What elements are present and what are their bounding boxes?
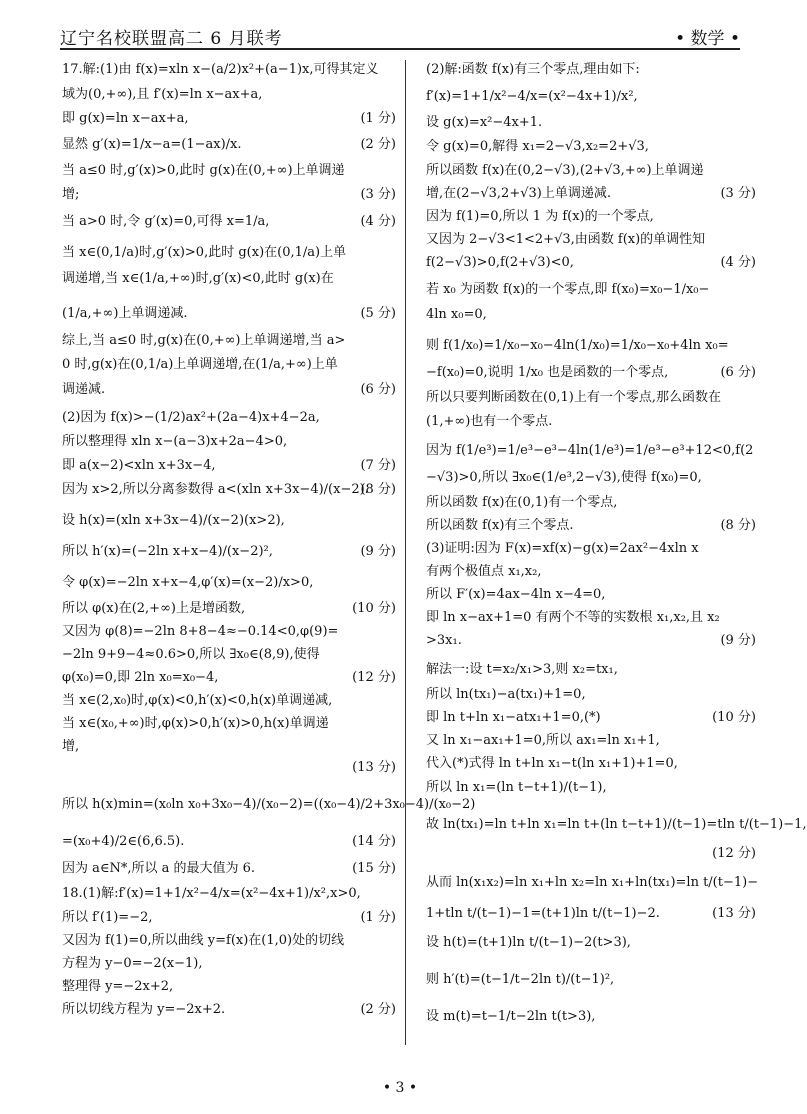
- page-number: • 3 •: [382, 1080, 418, 1096]
- solution-text: 因为 f(1)=0,所以 1 为 f(x)的一个零点,: [426, 209, 654, 224]
- solution-line: [426, 518, 756, 533]
- score-marker: (3 分): [720, 186, 756, 201]
- solution-line: [426, 62, 756, 77]
- solution-text: 即 ln t+ln x₁−atx₁+1=0,(*): [426, 710, 601, 725]
- solution-line: [62, 716, 396, 731]
- solution-line: [426, 443, 756, 458]
- solution-line: [426, 307, 756, 322]
- solution-text: 0 时,g(x)在(0,1/a)上单调递增,在(1/a,+∞)上单: [62, 357, 338, 372]
- solution-text: 所以 φ(x)在(2,+∞)上是增函数,: [62, 601, 246, 616]
- solution-text: 又因为 f(1)=0,所以曲线 y=f(x)在(1,0)处的切线: [62, 933, 345, 948]
- solution-line: [426, 209, 756, 224]
- solution-text: 所以 f′(1)=−2,: [62, 910, 153, 925]
- score-marker: (1 分): [360, 111, 396, 126]
- solution-line: [62, 886, 396, 901]
- page-header: [60, 12, 740, 50]
- solution-line: [426, 139, 756, 154]
- solution-text: 17.解:(1)由 f(x)=xln x−(a/2)x²+(a−1)x,可得其定义: [62, 62, 379, 77]
- score-marker: (1 分): [360, 910, 396, 925]
- solution-line: [62, 333, 396, 348]
- solution-line: [62, 245, 396, 260]
- solution-text: 又因为 2−√3<1<2+√3,由函数 f(x)的单调性知: [426, 232, 706, 247]
- solution-line: [426, 756, 756, 771]
- solution-text: 设 h(t)=(t+1)ln t/(t−1)−2(t>3),: [426, 935, 631, 950]
- solution-text: f(2−√3)>0,f(2+√3)<0,: [426, 255, 574, 270]
- solution-line: [62, 187, 396, 202]
- score-marker: (8 分): [720, 518, 756, 533]
- solution-line: [426, 733, 756, 748]
- solution-text: 令 φ(x)=−2ln x+x−4,φ′(x)=(x−2)/x>0,: [62, 575, 314, 590]
- solution-text: 若 x₀ 为函数 f(x)的一个零点,即 f(x₀)=x₀−1/x₀−: [426, 282, 710, 297]
- solution-line: [62, 513, 396, 528]
- solution-text: >3x₁.: [426, 633, 462, 648]
- solution-line: [426, 972, 756, 987]
- column-divider: [405, 60, 406, 1045]
- solution-line: [426, 935, 756, 950]
- solution-line: [426, 470, 756, 485]
- solution-line: [62, 1002, 396, 1017]
- solution-line: [62, 624, 396, 639]
- score-marker: (2 分): [360, 137, 396, 152]
- solution-line: [62, 306, 396, 321]
- solution-text: 增,: [62, 739, 80, 754]
- solution-text: 4ln x₀=0,: [426, 307, 487, 322]
- solution-line: [62, 647, 396, 662]
- solution-text: (2)因为 f(x)>−(1/2)ax²+(2a−4)x+4−2a,: [62, 410, 320, 425]
- right-column: [426, 62, 807, 1024]
- solution-text: 所以只要判断函数在(0,1)上有一个零点,那么函数在: [426, 390, 721, 405]
- solution-line: [426, 365, 756, 380]
- solution-line: [62, 544, 396, 559]
- score-marker: (9 分): [720, 633, 756, 648]
- solution-line: [426, 338, 756, 353]
- solution-text: 所以 h(x)min=(x₀ln x₀+3x₀−4)/(x₀−2)=((x₀−4)/2+3x₀−4)/(x₀−2): [62, 797, 476, 812]
- solution-line: [426, 687, 756, 702]
- solution-text: 域为(0,+∞),且 f′(x)=ln x−ax+a,: [62, 87, 263, 102]
- solution-text: 18.(1)解:f′(x)=1+1/x²−4/x=(x²−4x+1)/x²,x>0,: [62, 886, 361, 901]
- solution-line: [62, 979, 396, 994]
- solution-line: [426, 89, 756, 104]
- solution-line: [62, 410, 396, 425]
- solution-text: 所以函数 f(x)在(0,2−√3),(2+√3,+∞)上单调递: [426, 163, 704, 178]
- solution-line: [62, 739, 396, 754]
- solution-line: [426, 587, 756, 602]
- score-marker: (3 分): [360, 187, 396, 202]
- solution-line: [426, 414, 756, 429]
- score-marker: (14 分): [352, 834, 396, 849]
- score-marker: (8 分): [360, 482, 396, 497]
- score-marker: (10 分): [352, 601, 396, 616]
- solution-line: [62, 357, 396, 372]
- solution-text: −f(x₀)=0,说明 1/x₀ 也是函数的一个零点,: [426, 365, 669, 380]
- solution-text: 设 g(x)=x²−4x+1.: [426, 115, 543, 130]
- solution-text: −√3)>0,所以 ∃x₀∈(1/e³,2−√3),使得 f(x₀)=0,: [426, 470, 702, 485]
- solution-line: [62, 271, 396, 286]
- solution-text: 综上,当 a≤0 时,g(x)在(0,+∞)上单调递增,当 a>: [62, 333, 346, 348]
- score-marker: (13 分): [712, 906, 756, 921]
- solution-line: [426, 163, 756, 178]
- solution-text: 即 g(x)=ln x−ax+a,: [62, 111, 189, 126]
- solution-text: 方程为 y−0=−2(x−1),: [62, 956, 203, 971]
- solution-line: [426, 115, 756, 130]
- solution-line: [62, 693, 396, 708]
- solution-line: [426, 817, 807, 832]
- solution-text: 增,在(2−√3,2+√3)上单调递减.: [426, 186, 611, 201]
- solution-line: [62, 62, 396, 77]
- score-marker: (12 分): [712, 846, 756, 861]
- solution-text: 增;: [62, 187, 80, 202]
- solution-line: [62, 760, 396, 775]
- solution-line: [426, 186, 756, 201]
- solution-text: (1/a,+∞)上单调递减.: [62, 306, 188, 321]
- solution-text: 有两个极值点 x₁,x₂,: [426, 564, 542, 579]
- solution-text: φ(x₀)=0,即 2ln x₀=x₀−4,: [62, 670, 219, 685]
- solution-line: [426, 282, 756, 297]
- solution-line: [426, 780, 756, 795]
- solution-text: 当 x∈(x₀,+∞)时,φ(x)>0,h′(x)>0,h(x)单调递: [62, 716, 329, 731]
- solution-text: f′(x)=1+1/x²−4/x=(x²−4x+1)/x²,: [426, 89, 638, 104]
- solution-line: [426, 906, 756, 921]
- score-marker: (6 分): [360, 382, 396, 397]
- solution-text: 因为 a∈N*,所以 a 的最大值为 6.: [62, 861, 256, 876]
- solution-line: [62, 458, 396, 473]
- score-marker: (4 分): [720, 255, 756, 270]
- solution-text: 当 x∈(0,1/a)时,g′(x)>0,此时 g(x)在(0,1/a)上单: [62, 245, 347, 260]
- solution-text: 调递减.: [62, 382, 106, 397]
- solution-line: [426, 633, 756, 648]
- solution-text: 代入(*)式得 ln t+ln x₁−t(ln x₁+1)+1=0,: [426, 756, 678, 771]
- solution-line: [426, 662, 756, 677]
- solution-text: 所以函数 f(x)在(0,1)有一个零点,: [426, 495, 618, 510]
- solution-line: [426, 390, 756, 405]
- solution-text: 则 f(1/x₀)=1/x₀−x₀−4ln(1/x₀)=1/x₀−x₀+4ln x₀=: [426, 338, 729, 353]
- solution-line: [62, 575, 396, 590]
- score-marker: (15 分): [352, 861, 396, 876]
- solution-text: 当 a>0 时,令 g′(x)=0,可得 x=1/a,: [62, 214, 270, 229]
- solution-text: 1+tln t/(t−1)−1=(t+1)ln t/(t−1)−2.: [426, 906, 660, 921]
- solution-text: (3)证明:因为 F(x)=xf(x)−g(x)=2ax²−4xln x: [426, 541, 699, 556]
- solution-text: 当 a≤0 时,g′(x)>0,此时 g(x)在(0,+∞)上单调递: [62, 163, 345, 178]
- solution-line: [426, 1009, 756, 1024]
- solution-text: 设 h(x)=(xln x+3x−4)/(x−2)(x>2),: [62, 513, 285, 528]
- solution-line: [426, 610, 756, 625]
- solution-text: 即 ln x−ax+1=0 有两个不等的实数根 x₁,x₂,且 x₂: [426, 610, 720, 625]
- solution-text: 则 h′(t)=(t−1/t−2ln t)/(t−1)²,: [426, 972, 615, 987]
- solution-text: (2)解:函数 f(x)有三个零点,理由如下:: [426, 62, 640, 77]
- solution-line: [62, 933, 396, 948]
- solution-text: 显然 g′(x)=1/x−a=(1−ax)/x.: [62, 137, 242, 152]
- score-marker: (2 分): [360, 1002, 396, 1017]
- solution-text: 所以 F′(x)=4ax−4ln x−4=0,: [426, 587, 606, 602]
- solution-line: [62, 834, 396, 849]
- solution-line: [62, 601, 396, 616]
- solution-text: 令 g(x)=0,解得 x₁=2−√3,x₂=2+√3,: [426, 139, 649, 154]
- solution-text: 所以 ln x₁=(ln t−t+1)/(t−1),: [426, 780, 607, 795]
- score-marker: (6 分): [720, 365, 756, 380]
- score-marker: (12 分): [352, 670, 396, 685]
- solution-text: 从而 ln(x₁x₂)=ln x₁+ln x₂=ln x₁+ln(tx₁)=ln t/(t−1)−: [426, 875, 759, 890]
- solution-line: [62, 214, 396, 229]
- solution-text: 因为 f(1/e³)=1/e³−e³−4ln(1/e³)=1/e³−e³+12<0,f(2: [426, 443, 754, 458]
- solution-line: [62, 434, 396, 449]
- solution-line: [62, 163, 396, 178]
- solution-text: 又因为 φ(8)=−2ln 8+8−4≈−0.14<0,φ(9)=: [62, 624, 339, 639]
- solution-line: [62, 382, 396, 397]
- solution-text: (1,+∞)也有一个零点.: [426, 414, 553, 429]
- score-marker: (9 分): [360, 544, 396, 559]
- solution-text: 又 ln x₁−ax₁+1=0,所以 ax₁=ln x₁+1,: [426, 733, 660, 748]
- solution-text: =(x₀+4)/2∈(6,6.5).: [62, 834, 185, 849]
- solution-text: 当 x∈(2,x₀)时,φ(x)<0,h′(x)<0,h(x)单调递减,: [62, 693, 333, 708]
- solution-line: [62, 111, 396, 126]
- solution-line: [62, 797, 476, 812]
- solution-line: [426, 564, 756, 579]
- solution-text: −2ln 9+9−4≈0.6>0,所以 ∃x₀∈(8,9),使得: [62, 647, 320, 662]
- solution-text: 因为 x>2,所以分离参数得 a<(xln x+3x−4)/(x−2).: [62, 482, 369, 497]
- solution-text: 所以 h′(x)=(−2ln x+x−4)/(x−2)²,: [62, 544, 273, 559]
- score-marker: (10 分): [712, 710, 756, 725]
- solution-line: [426, 541, 756, 556]
- solution-text: 解法一:设 t=x₂/x₁>3,则 x₂=tx₁,: [426, 662, 618, 677]
- subject-label: • 数学 •: [675, 29, 740, 49]
- score-marker: (5 分): [360, 306, 396, 321]
- solution-line: [62, 87, 396, 102]
- score-marker: (13 分): [352, 760, 396, 775]
- solution-line: [426, 875, 759, 890]
- solution-line: [426, 846, 756, 861]
- solution-text: 故 ln(tx₁)=ln t+ln x₁=ln t+(ln t−t+1)/(t−1)=tln t/(t−1)−1,: [426, 817, 807, 832]
- solution-line: [426, 710, 756, 725]
- solution-text: 整理得 y=−2x+2,: [62, 979, 174, 994]
- exam-title: 辽宁名校联盟高二 6 月联考: [60, 29, 283, 49]
- solution-line: [62, 956, 396, 971]
- solution-text: 所以整理得 xln x−(a−3)x+2a−4>0,: [62, 434, 288, 449]
- solution-line: [62, 482, 396, 497]
- solution-text: 所以切线方程为 y=−2x+2.: [62, 1002, 226, 1017]
- score-marker: (4 分): [360, 214, 396, 229]
- solution-text: 设 m(t)=t−1/t−2ln t(t>3),: [426, 1009, 596, 1024]
- solution-line: [426, 255, 756, 270]
- solution-line: [426, 232, 756, 247]
- solution-line: [62, 861, 396, 876]
- solution-text: 调递增,当 x∈(1/a,+∞)时,g′(x)<0,此时 g(x)在: [62, 271, 334, 286]
- solution-text: 即 a(x−2)<xln x+3x−4,: [62, 458, 216, 473]
- solution-text: 所以 ln(tx₁)−a(tx₁)+1=0,: [426, 687, 586, 702]
- solution-line: [426, 495, 756, 510]
- solution-line: [62, 137, 396, 152]
- score-marker: (7 分): [360, 458, 396, 473]
- solution-text: 所以函数 f(x)有三个零点.: [426, 518, 574, 533]
- solution-line: [62, 910, 396, 925]
- solution-line: [62, 670, 396, 685]
